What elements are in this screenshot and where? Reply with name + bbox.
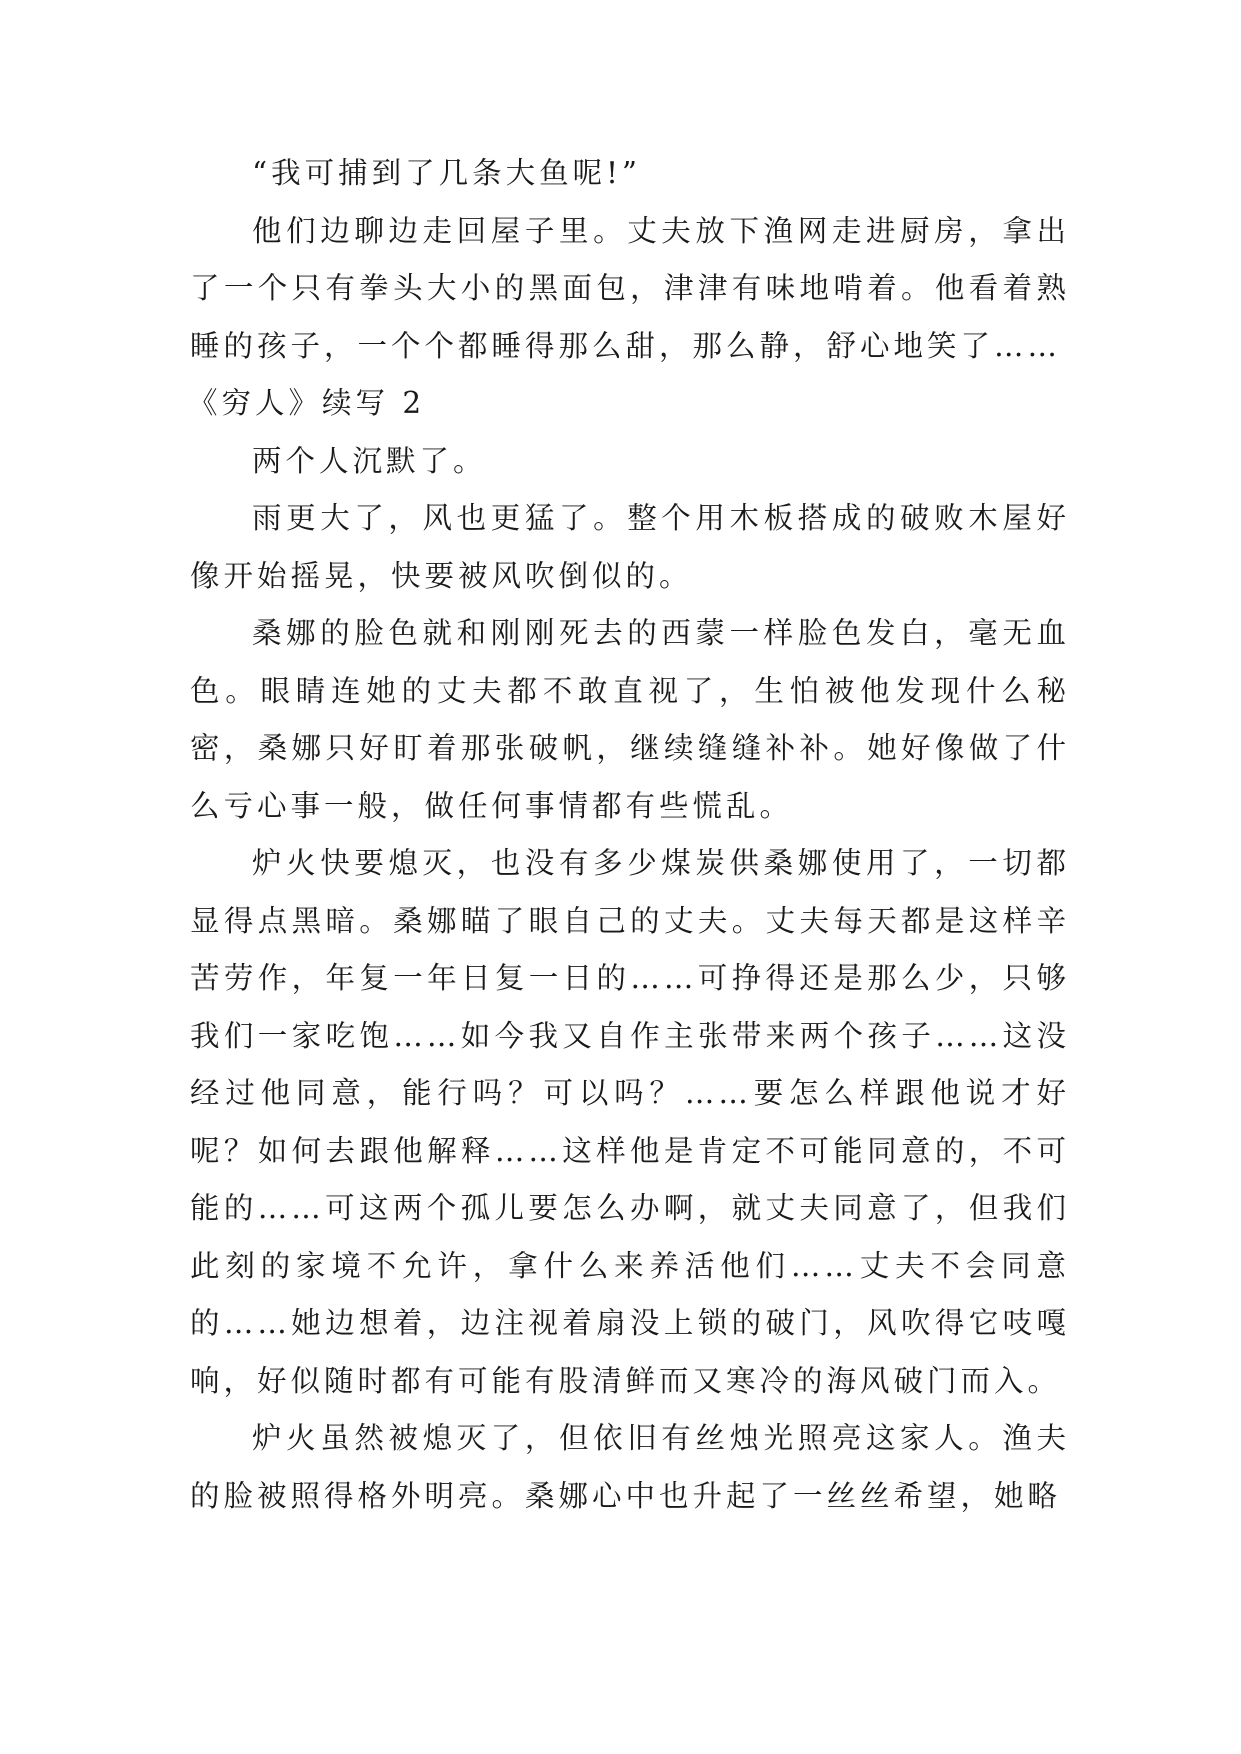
paragraph-1: “我可捕到了几条大鱼呢!”: [252, 156, 642, 190]
paragraph-5: 桑娜的脸色就和刚刚死去的西蒙一样脸色发白，毫无血色。眼睛连她的丈夫都不敢直视了，生怕被他发现什么秘密，桑娜只好盯着那张破帆，继续缝缝补补。她好像做了什么亏心事一般，做任何事情都有些慌乱。: [190, 616, 1070, 823]
paragraph-4: 雨更大了，风也更猛了。整个用木板搭成的破败木屋好像开始摇晃，快要被风吹倒似的。: [190, 501, 1070, 593]
paragraph-2: 他们边聊边走回屋子里。丈夫放下渔网走进厨房，拿出了一个只有拳头大小的黑面包，津津有味地啃着。他看着熟睡的孩子，一个个都睡得那么甜，那么静，舒心地笑了……: [190, 213, 1070, 363]
paragraph-7: 炉火虽然被熄灭了，但依旧有丝烛光照亮这家人。渔夫的脸被照得格外明亮。桑娜心中也升起了一丝丝希望，她略: [190, 1421, 1070, 1513]
section-heading: 《穷人》续写 2: [188, 386, 426, 420]
paragraph-3: 两个人沉默了。: [252, 443, 487, 478]
document-body: [190, 145, 1070, 1525]
paragraph-6: 炉火快要熄灭，也没有多少煤炭供桑娜使用了，一切都显得点黑暗。桑娜瞄了眼自己的丈夫。丈夫每天都是这样辛苦劳作，年复一年日复一日的……可挣得还是那么少，只够我们一家吃饱……如今我又自作主张带来两个孩子……这没经过他同意，能行吗？可以吗？……要怎么样跟他说才好呢？如何去跟他解释……这样他是肯定不可能同意的，不可能的……可这两个孤儿要怎么办啊，就丈夫同意了，但我们此刻的家境不允许，拿什么来养活他们……丈夫不会同意的……她边想着，边注视着扇没上锁的破门，风吹得它吱嘎响，好似随时都有可能有股清鲜而又寒冷的海风破门而入。: [190, 846, 1070, 1398]
